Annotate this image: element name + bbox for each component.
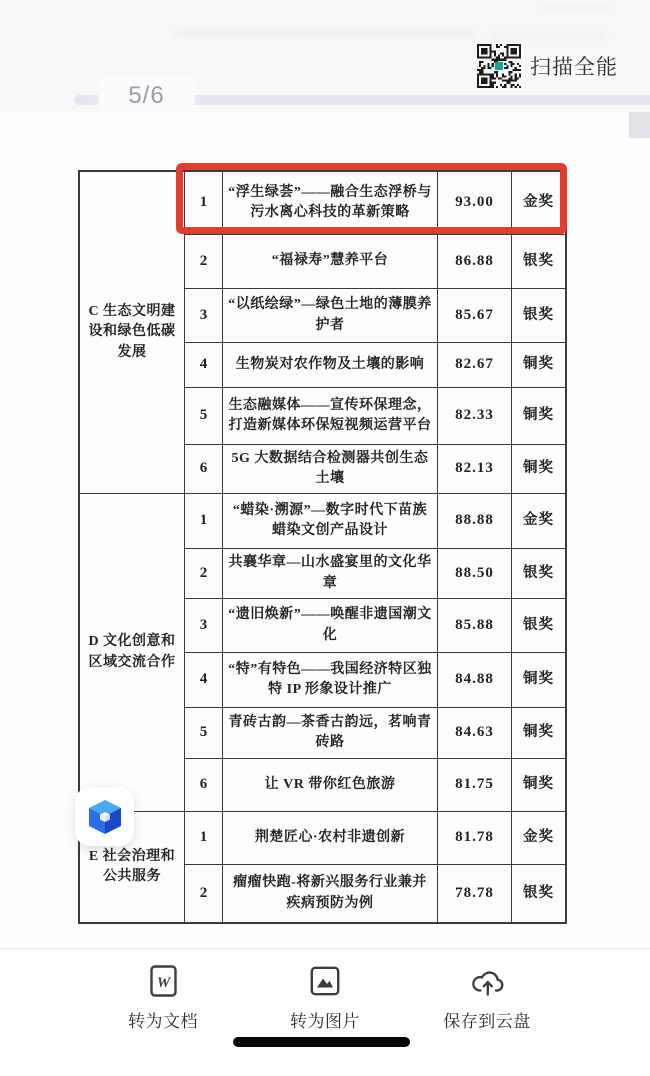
project-cell: 共襄华章—山水盛宴里的文化华章 xyxy=(223,549,438,599)
rank-cell: 3 xyxy=(185,289,223,343)
scan-app-label: 扫描全能 xyxy=(530,56,618,79)
award-cell: 铜奖 xyxy=(512,445,565,494)
project-cell: “浮生绿荟”——融合生态浮桥与污水离心科技的革新策略 xyxy=(223,172,438,235)
scan-smudge xyxy=(175,30,475,37)
project-cell: “特”有特色——我国经济特区独特 IP 形象设计推广 xyxy=(223,653,438,708)
award-cell: 银奖 xyxy=(523,884,554,901)
score-cell: 85.67 xyxy=(438,289,512,343)
score-cell: 81.78 xyxy=(438,812,512,865)
results-table xyxy=(78,170,567,924)
project-cell: 5G 大数据结合检测器共创生态土壤 xyxy=(223,445,438,494)
score-cell: 85.88 xyxy=(438,599,512,653)
rank-cell: 5 xyxy=(185,388,223,445)
rank-cell: 2 xyxy=(185,549,223,599)
rank-cell: 1 xyxy=(185,494,223,549)
scan-app-brand xyxy=(477,44,618,88)
project-cell: “蜡染·溯源”—数字时代下苗族蜡染文创产品设计 xyxy=(223,494,438,549)
rank-cell: 2 xyxy=(185,865,223,922)
score-cell: 78.78 xyxy=(438,865,512,922)
page-indicator-pill xyxy=(99,77,194,115)
project-cell: 让 VR 带你红色旅游 xyxy=(223,759,438,812)
qr-code-icon xyxy=(477,44,521,88)
cube-logo-icon xyxy=(85,797,125,837)
award-cell: 铜奖 xyxy=(512,759,565,812)
category-cell: D 文化创意和区域交流合作 xyxy=(80,494,185,812)
project-cell: 青砖古韵—茶香古韵远，茗响青砖路 xyxy=(223,708,438,759)
rank-cell: 1 xyxy=(185,812,223,865)
rank-cell: 5 xyxy=(185,708,223,759)
score-cell: 88.50 xyxy=(438,549,512,599)
rank-cell: 6 xyxy=(185,445,223,494)
award-cell: 铜奖 xyxy=(512,343,565,388)
category-cell: E 社会治理和公共服务 xyxy=(80,812,185,922)
page-indicator: 5/6 xyxy=(128,82,165,109)
score-cell: 86.88 xyxy=(438,235,512,289)
svg-text:W: W xyxy=(156,975,170,991)
project-cell: 生态融媒体——宣传环保理念，打造新媒体环保短视频运营平台 xyxy=(223,388,438,445)
home-indicator[interactable] xyxy=(233,1037,410,1047)
award-cell: 银奖 xyxy=(512,549,565,599)
rank-cell: 1 xyxy=(185,172,223,235)
project-cell: “以纸绘绿”—绿色土地的薄膜养护者 xyxy=(223,289,438,343)
scan-smudge xyxy=(540,6,610,11)
score-cell: 82.33 xyxy=(438,388,512,445)
action-label: 保存到云盘 xyxy=(443,1012,531,1031)
action-label: 转为文档 xyxy=(128,1012,198,1031)
project-cell: “遗旧焕新”——唤醒非遗国潮文化 xyxy=(223,599,438,653)
project-cell: “福禄寿”慧养平台 xyxy=(223,235,438,289)
convert-to-doc-button[interactable] xyxy=(119,964,207,1076)
rank-cell: 3 xyxy=(185,599,223,653)
action-label: 转为图片 xyxy=(290,1012,360,1031)
project-cell: 荆楚匠心·农村非遗创新 xyxy=(223,812,438,865)
word-doc-icon xyxy=(150,964,177,998)
convert-to-image-button[interactable] xyxy=(281,964,369,1076)
page-corner-shadow xyxy=(629,112,650,138)
award-cell: 银奖 xyxy=(512,235,565,289)
rank-cell: 4 xyxy=(185,343,223,388)
cloud-upload-icon xyxy=(470,964,505,998)
award-cell: 铜奖 xyxy=(512,388,565,445)
award-cell: 铜奖 xyxy=(512,708,565,759)
project-cell: 生物炭对农作物及土壤的影响 xyxy=(223,343,438,388)
score-cell: 84.88 xyxy=(438,653,512,708)
rank-cell: 2 xyxy=(185,235,223,289)
bottom-toolbar xyxy=(0,948,650,1076)
image-icon xyxy=(310,964,340,998)
scan-smudge xyxy=(488,33,608,39)
category-cell: C 生态文明建设和绿色低碳发展 xyxy=(80,172,185,494)
award-cell: 铜奖 xyxy=(512,653,565,708)
award-cell: 银奖 xyxy=(512,599,565,653)
award-cell: 银奖 xyxy=(512,289,565,343)
rank-cell: 6 xyxy=(185,759,223,812)
award-cell: 金奖 xyxy=(512,812,565,865)
cube-logo xyxy=(75,787,134,846)
score-cell: 88.88 xyxy=(438,494,512,549)
rank-cell: 4 xyxy=(185,653,223,708)
score-cell: 93.00 xyxy=(438,172,512,235)
award-cell: 金奖 xyxy=(512,172,565,235)
score-cell: 82.67 xyxy=(438,343,512,388)
score-cell: 81.75 xyxy=(438,759,512,812)
score-cell: 82.13 xyxy=(438,445,512,494)
score-cell: 84.63 xyxy=(438,708,512,759)
award-cell: 金奖 xyxy=(512,494,565,549)
save-to-cloud-button[interactable] xyxy=(443,964,531,1076)
project-cell: 瘤瘤快跑-将新兴服务行业兼并疾病预防为例 xyxy=(223,865,438,922)
